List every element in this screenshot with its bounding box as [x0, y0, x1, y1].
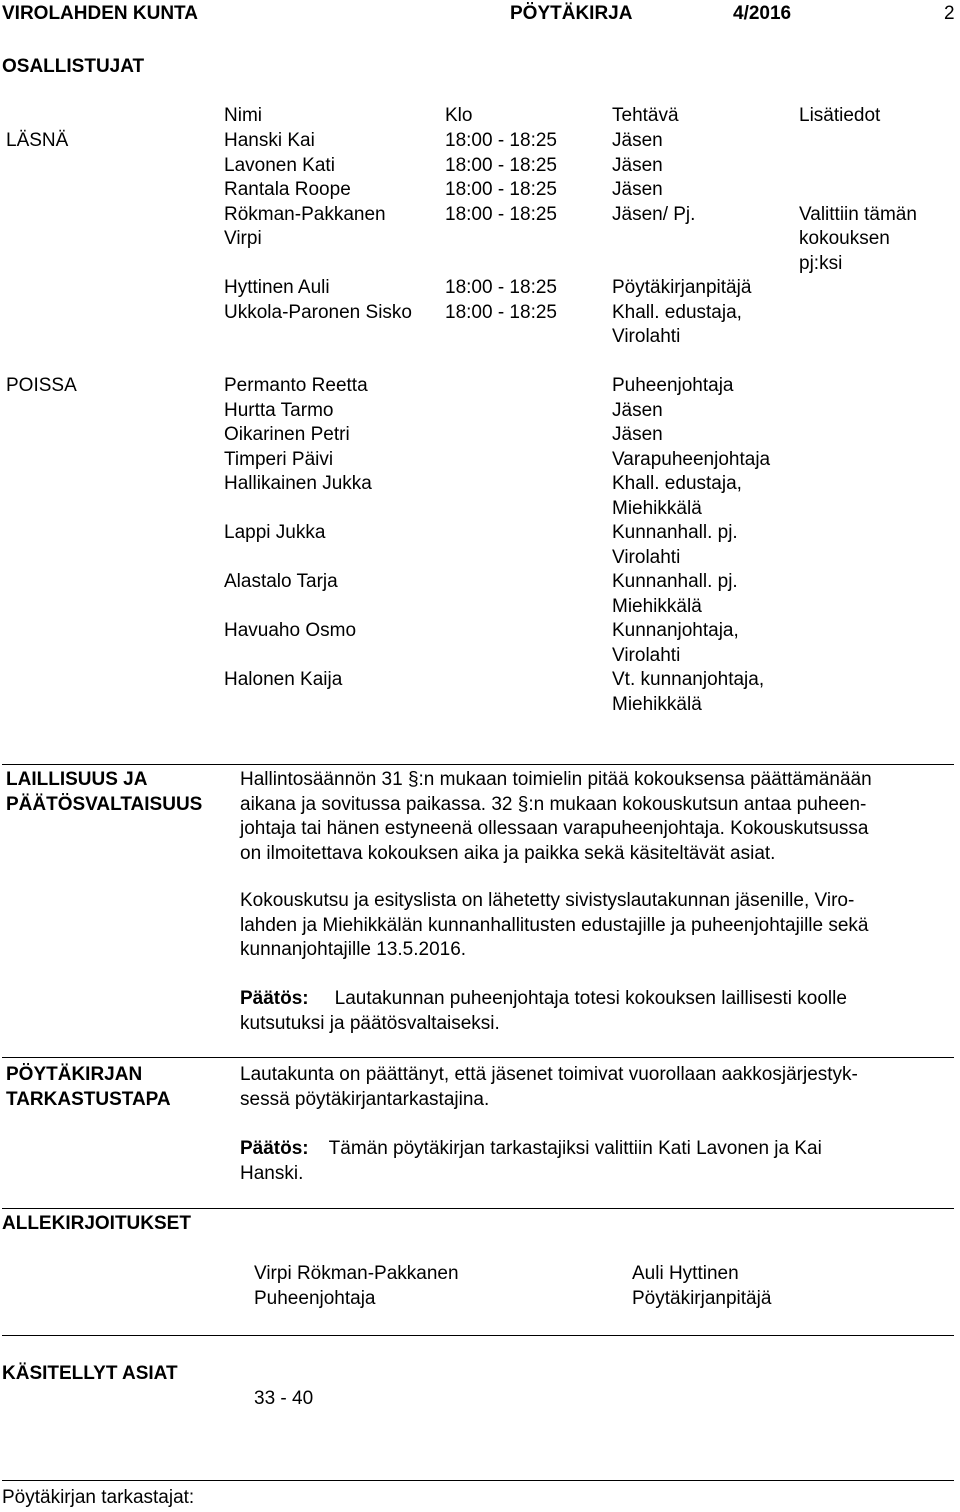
text-line: lahden ja Miehikkälän kunnanhallitusten edustajille ja puheenjohtajille sekä: [240, 914, 869, 936]
absent-name: Lappi Jukka: [224, 522, 326, 543]
col-header-role: Tehtävä: [612, 105, 679, 126]
participant-time: 18:00 - 18:25: [445, 179, 557, 200]
text-line: Hallintosäännön 31 §:n mukaan toimielin pitää kokouksensa päättämänään: [240, 769, 872, 790]
decision-label: Päätös:: [240, 988, 309, 1009]
participant-info: kokouksen: [799, 228, 890, 249]
participant-info: Valittiin tämän: [799, 203, 917, 225]
participant-role: Virolahti: [612, 326, 681, 347]
absent-role: Khall. edustaja,: [612, 473, 742, 494]
absent-name: Alastalo Tarja: [224, 571, 338, 592]
participant-time: 18:00 - 18:25: [445, 154, 557, 176]
decision-text-cont: Hanski.: [240, 1162, 304, 1184]
participant-time: 18:00 - 18:25: [445, 203, 557, 225]
participant-time: 18:00 - 18:25: [445, 277, 557, 298]
text-line: Kokouskutsu ja esityslista on lähetetty sivistyslautakunnan jäsenille, Viro-: [240, 890, 855, 911]
handled-range: 33 - 40: [254, 1388, 314, 1409]
header-org: VIROLAHDEN KUNTA: [2, 3, 198, 24]
legality-para1: [240, 768, 872, 866]
participant-role: Jäsen: [612, 179, 663, 200]
absent-name: Oikarinen Petri: [224, 424, 350, 445]
participants-title: OSALLISTUJAT: [2, 56, 145, 77]
divider-legality: [2, 764, 954, 765]
participant-role: Jäsen/ Pj.: [612, 203, 696, 225]
participant-name: Rantala Roope: [224, 179, 351, 200]
review-decision: [240, 1137, 822, 1186]
page-number: 2: [944, 3, 955, 24]
absent-name: Hurtta Tarmo: [224, 399, 334, 421]
absent-name: Hallikainen Jukka: [224, 473, 372, 494]
participant-name: Virpi: [224, 228, 262, 249]
legality-decision: [240, 987, 847, 1036]
text-line: Lautakunta on päättänyt, että jäsenet toimivat vuorollaan aakkosjärjestyk-: [240, 1064, 858, 1085]
participant-time: 18:00 - 18:25: [445, 301, 557, 323]
text-line: kunnanjohtajille 13.5.2016.: [240, 939, 467, 960]
footer-reviewers-label: Pöytäkirjan tarkastajat:: [2, 1487, 195, 1508]
absent-role: Puheenjohtaja: [612, 375, 734, 396]
participant-name: Hyttinen Auli: [224, 277, 330, 298]
participant-name: Rökman-Pakkanen: [224, 203, 386, 225]
absent-role: Miehikkälä: [612, 595, 702, 617]
signatures-title: ALLEKIRJOITUKSET: [2, 1213, 191, 1234]
participant-name: Lavonen Kati: [224, 154, 335, 176]
legality-para2: [240, 889, 868, 963]
absent-role: Varapuheenjohtaja: [612, 448, 771, 470]
divider-review: [2, 1057, 954, 1058]
participant-role: Khall. edustaja,: [612, 301, 742, 323]
review-label-1: PÖYTÄKIRJAN: [6, 1064, 143, 1085]
text-line: johtaja tai hänen estyneenä ollessaan varapuheenjohtaja. Kokouskutsussa: [240, 818, 869, 839]
signer1-role: Puheenjohtaja: [254, 1288, 376, 1309]
legality-label-2: PÄÄTÖSVALTAISUUS: [6, 794, 203, 815]
participant-info: pj:ksi: [799, 252, 843, 274]
signer2-role: Pöytäkirjanpitäjä: [632, 1288, 772, 1309]
absent-role: Kunnanhall. pj.: [612, 571, 738, 592]
absent-role: Jäsen: [612, 424, 663, 445]
absent-role: Miehikkälä: [612, 497, 702, 519]
decision-text-cont: kutsutuksi ja päätösvaltaiseksi.: [240, 1012, 500, 1034]
absent-role: Virolahti: [612, 644, 681, 666]
absent-role: Kunnanhall. pj.: [612, 522, 738, 543]
text-line: sessä pöytäkirjantarkastajina.: [240, 1088, 490, 1110]
col-header-name: Nimi: [224, 105, 262, 126]
absent-label: POISSA: [6, 375, 77, 396]
participant-role: Jäsen: [612, 130, 663, 151]
participant-name: Hanski Kai: [224, 130, 315, 151]
absent-name: Halonen Kaija: [224, 669, 343, 690]
participant-name: Ukkola-Paronen Sisko: [224, 301, 412, 323]
text-line: aikana ja sovitussa paikassa. 32 §:n mukaan kokouskutsun antaa puheen-: [240, 793, 867, 815]
absent-role: Virolahti: [612, 546, 681, 568]
review-para: [240, 1063, 858, 1112]
decision-text: Tämän pöytäkirjan tarkastajiksi valittiin Kati Lavonen ja Kai: [328, 1138, 822, 1159]
col-header-time: Klo: [445, 105, 473, 126]
decision-label: Päätös:: [240, 1138, 309, 1159]
divider-handled: [2, 1335, 954, 1336]
review-label-2: TARKASTUSTAPA: [6, 1089, 171, 1110]
legality-label-1: LAILLISUUS JA: [6, 769, 148, 790]
signer2-name: Auli Hyttinen: [632, 1263, 739, 1284]
signer1-name: Virpi Rökman-Pakkanen: [254, 1263, 459, 1284]
header-doc-type: PÖYTÄKIRJA: [510, 3, 633, 24]
handled-title: KÄSITELLYT ASIAT: [2, 1363, 178, 1384]
absent-name: Havuaho Osmo: [224, 620, 357, 641]
col-header-info: Lisätiedot: [799, 105, 881, 126]
decision-text: Lautakunnan puheenjohtaja totesi kokouksen laillisesti koolle: [334, 988, 847, 1009]
header-doc-number: 4/2016: [733, 3, 792, 24]
participant-role: Jäsen: [612, 154, 663, 176]
divider-signatures: [2, 1208, 954, 1209]
absent-role: Kunnanjohtaja,: [612, 620, 739, 641]
absent-name: Timperi Päivi: [224, 448, 334, 470]
absent-role: Jäsen: [612, 399, 663, 421]
participant-time: 18:00 - 18:25: [445, 130, 557, 151]
divider-footer: [2, 1480, 954, 1481]
absent-name: Permanto Reetta: [224, 375, 368, 396]
present-label: LÄSNÄ: [6, 130, 69, 151]
text-line: on ilmoitettava kokouksen aika ja paikka sekä käsiteltävät asiat.: [240, 842, 776, 864]
absent-role: Vt. kunnanjohtaja,: [612, 669, 765, 690]
absent-role: Miehikkälä: [612, 693, 702, 715]
participant-role: Pöytäkirjanpitäjä: [612, 277, 752, 298]
